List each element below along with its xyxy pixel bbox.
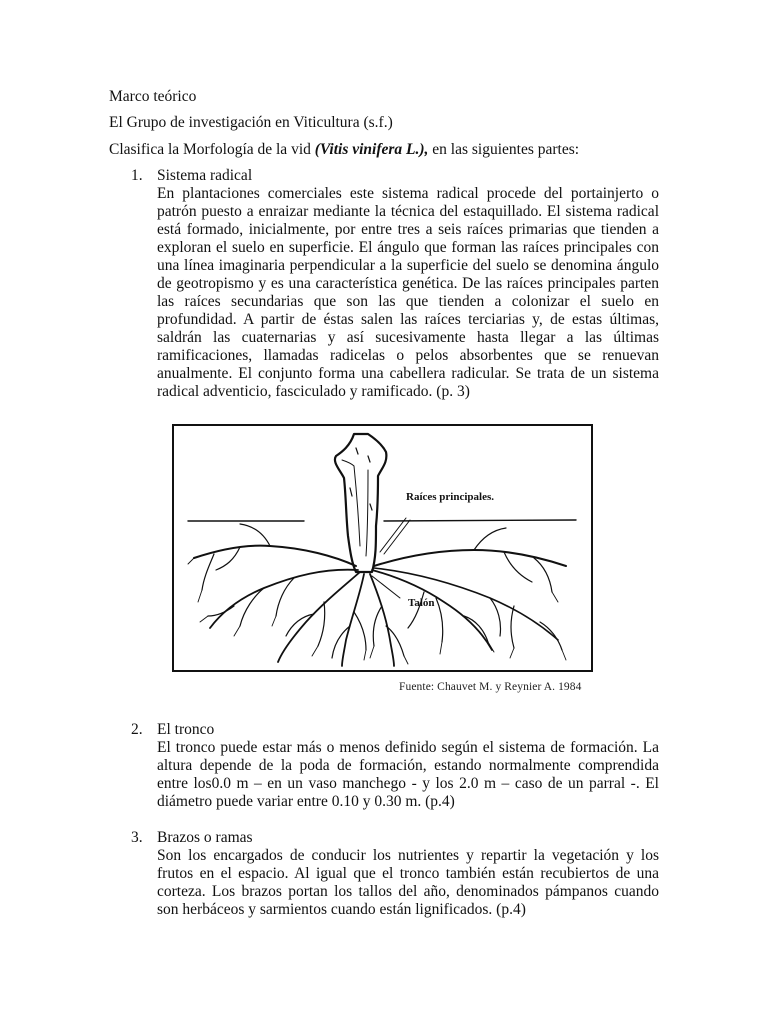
item-title-brazos-o-ramas: Brazos o ramas	[157, 829, 253, 846]
label-raices-principales: Raíces principales.	[406, 491, 494, 503]
source-line: El Grupo de investigación en Viticultura (s.f.)	[109, 114, 393, 131]
item-body-brazos-o-ramas: Son los encargados de conducir los nutrientes y repartir la vegetación y los frutos en el espacio. Al igual que el tronco también están recubiertos de una corteza. Los brazos portan los tallos del año, denominados pámpanos cuando son herbáceos y sarmientos cuando están lignificados. (p.4)	[157, 847, 659, 918]
item-title-el-tronco: El tronco	[157, 721, 215, 738]
species-name: (Vitis vinifera L.),	[314, 141, 429, 158]
classification-intro	[109, 141, 579, 159]
item-number: 3.	[131, 829, 143, 846]
classify-prefix: Clasifica la Morfología de la vid	[109, 141, 315, 158]
page-title: Marco teórico	[109, 88, 197, 105]
label-talon: Talón	[408, 597, 435, 609]
figure-caption: Fuente: Chauvet M. y Reynier A. 1984	[399, 681, 582, 693]
root-illustration	[174, 426, 591, 670]
item-number: 2.	[131, 721, 143, 738]
root-system-figure	[172, 424, 593, 672]
item-number: 1.	[131, 167, 143, 184]
item-body-sistema-radical: En plantaciones comerciales este sistema radical procede del portainjerto o patrón puesto a enraizar mediante la técnica del estaquillado. El sistema radical está formado, inicialmente, por entre tres a seis raíces primarias que tienden a exploran el suelo en superficie. El ángulo que forman las raíces principales con una línea imaginaria perpendicular a la superficie del suelo se denomina ángulo de geotropismo y es una característica genética. De las raíces principales parten las raíces secundarias que son las que tienden a colonizar el suelo en profundidad. A partir de éstas salen las raíces terciarias y, de estas últimas, saldrán las cuaternarias y así sucesivamente hasta llegar a las últimas ramificaciones, llamadas radicelas o pelos absorbentes que se renuevan anualmente. El conjunto forma una cabellera radicular. Se trata de un sistema radical adventicio, fasciculado y ramificado. (p. 3)	[157, 185, 659, 400]
classify-suffix: en las siguientes partes:	[428, 141, 580, 158]
item-body-el-tronco: El tronco puede estar más o menos definido según el sistema de formación. La altura depende de la poda de formación, estando normalmente comprendida entre los0.0 m – en un vaso manchego - y los 2.0 m – caso de un parral -. El diámetro puede variar entre 0.10 y 0.30 m. (p.4)	[157, 739, 659, 810]
item-title-sistema-radical: Sistema radical	[157, 167, 253, 184]
